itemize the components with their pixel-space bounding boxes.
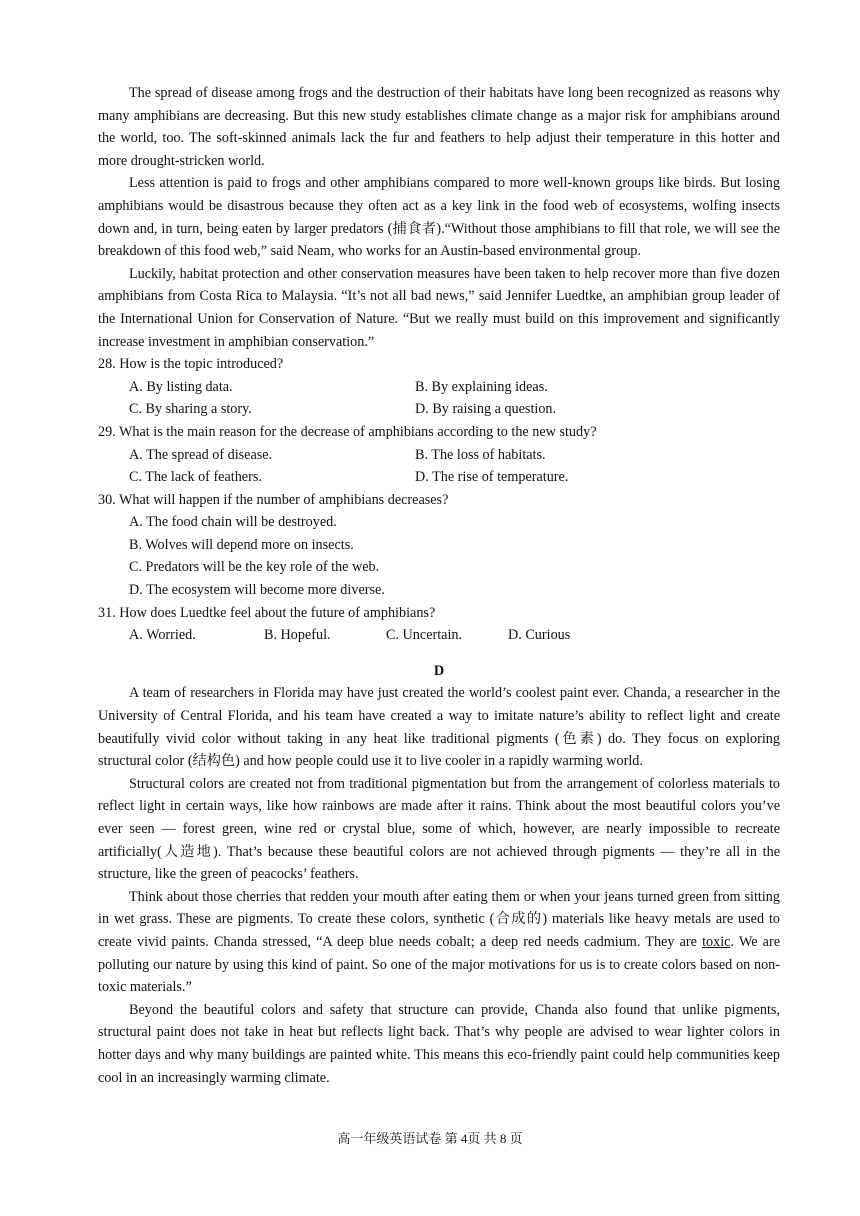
option-d: D. The rise of temperature.	[415, 469, 569, 486]
option-b: B. Wolves will depend more on insects.	[129, 536, 354, 553]
paragraph-text-before: Think about those cherries that redden your mouth after eating them or when your jeans turned green from sitting in wet grass. These are pigments. To create these colors, synthetic (合成的) materials like heavy metals are used to create vivid paints. Chanda stressed, “A deep blue needs cobalt; a deep red needs cadmium. They are	[98, 888, 780, 950]
question-options	[98, 511, 780, 601]
paragraph-text-after: . We are polluting our nature by using this kind of paint. So one of the major motivations for us is to create colors based on non-toxic materials.”	[98, 933, 780, 996]
question-stem: 29. What is the main reason for the decrease of amphibians according to the new study?	[98, 423, 597, 440]
option-c: C. The lack of feathers.	[129, 469, 262, 486]
passage-d-paragraph-2: Structural colors are created not from traditional pigmentation but from the arrangement of colorless materials to reflect light in certain ways, like how rainbows are made after it rains. Think about the most beautiful colors you’ve ever seen — forest green, wine red or crystal blue, some of which, however, are nearly impossible to recreate artificially(人造地). That’s because these beautiful colors are not achieved through pigments — they’re all in the structure, like the green of peacocks’ feathers.	[98, 775, 780, 883]
question-stem: 28. How is the topic introduced?	[98, 356, 284, 373]
question-29	[98, 421, 780, 489]
option-d: D. The ecosystem will become more diverse.	[129, 582, 385, 599]
option-a: A. By listing data.	[129, 378, 233, 395]
option-b: B. The loss of habitats.	[415, 446, 546, 463]
passage-d-paragraph-4: Beyond the beautiful colors and safety that structure can provide, Chanda also found that unlike pigments, structural paint does not take in heat but reflects light back. That’s why people are advised to wear lighter colors in hotter days and why many buildings are painted white. This means this eco-friendly paint could help communities keep cool in an increasingly warming climate.	[98, 1001, 780, 1086]
question-options	[98, 376, 780, 421]
option-b: B. By explaining ideas.	[415, 378, 548, 395]
passage-c-paragraph-3: Luckily, habitat protection and other conservation measures have been taken to help recover more than five dozen amphibians from Costa Rica to Malaysia. “It’s not all bad news,” said Jennifer Luedtke, an amphibian group leader of the International Union for Conservation of Nature. “But we really must build on this improvement and significantly increase investment in amphibian conservation.”	[98, 265, 780, 350]
question-28	[98, 353, 780, 421]
question-options	[98, 624, 780, 647]
question-31	[98, 602, 780, 647]
option-c: C. Predators will be the key role of the web.	[129, 559, 380, 576]
option-a: A. The spread of disease.	[129, 446, 273, 463]
option-a: A. The food chain will be destroyed.	[129, 514, 337, 531]
option-c: C. By sharing a story.	[129, 401, 252, 418]
page-content	[98, 82, 780, 1089]
question-stem: 30. What will happen if the number of amphibians decreases?	[98, 491, 449, 508]
option-c: C. Uncertain.	[386, 627, 463, 644]
passage-c-paragraph-1: The spread of disease among frogs and the destruction of their habitats have long been recognized as reasons why many amphibians are decreasing. But this new study establishes climate change as a major risk for amphibians around the world, too. The soft-skinned animals lack the fur and feathers to help adjust their temperature in this hotter and more drought-stricken world.	[98, 85, 780, 169]
page-footer: 高一年级英语试卷 第 4页 共 8 页	[337, 1131, 523, 1146]
section-title-d: D	[433, 662, 445, 679]
option-d: D. Curious	[508, 627, 571, 644]
passage-d-paragraph-3	[98, 886, 780, 999]
question-stem: 31. How does Luedtke feel about the future of amphibians?	[98, 604, 436, 621]
passage-d-paragraph-1: A team of researchers in Florida may have just created the world’s coolest paint ever. Chanda, a researcher in the University of Central Florida, and his team have created a way to imitate nature’s ability to reflect light and create beautifully vivid color without taking in any heat like traditional pigments (色素) do. They focus on exploring structural color (结构色) and how people could use it to live cooler in a rapidly warming world.	[98, 685, 780, 770]
option-b: B. Hopeful.	[264, 627, 331, 644]
underlined-word-toxic: toxic	[702, 933, 731, 950]
question-30	[98, 489, 780, 602]
question-options	[98, 444, 780, 489]
option-d: D. By raising a question.	[415, 401, 557, 418]
option-a: A. Worried.	[129, 627, 196, 644]
passage-c-paragraph-2: Less attention is paid to frogs and other amphibians compared to more well-known groups like birds. But losing amphibians would be disastrous because they often act as a key link in the food web of ecosystems, wolfing insects down and, in turn, being eaten by larger predators (捕食者).“Without those amphibians to fill that role, we will see the breakdown of this food web,” said Neam, who works for an Austin-based environmental group.	[98, 175, 780, 260]
